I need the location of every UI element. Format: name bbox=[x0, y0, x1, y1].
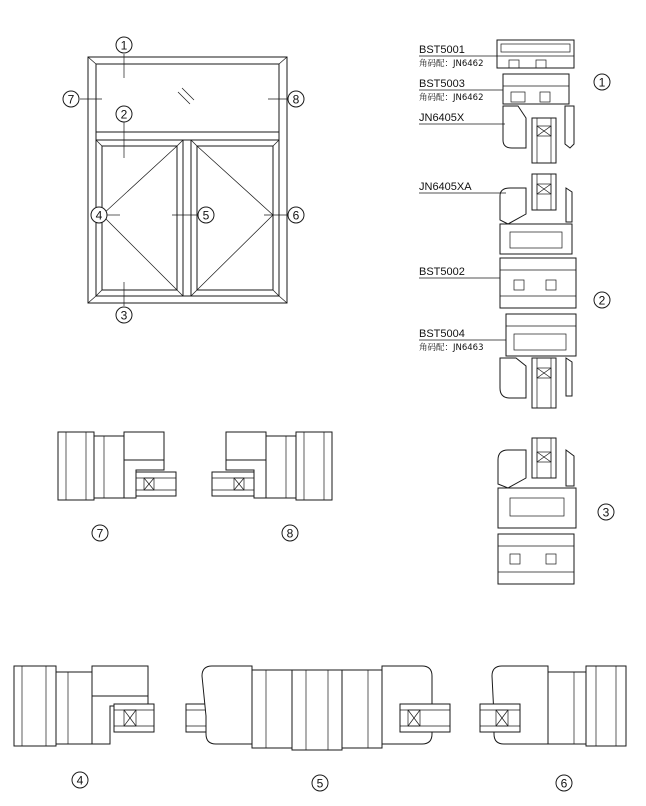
left-sash bbox=[96, 140, 183, 296]
marker-7 bbox=[63, 91, 79, 107]
svg-text:角码配：JN6462: 角码配：JN6462 bbox=[419, 93, 484, 103]
section-6 bbox=[480, 666, 626, 791]
mullion bbox=[183, 140, 191, 296]
svg-text:BST5001: BST5001 bbox=[419, 44, 465, 56]
marker-2 bbox=[116, 106, 132, 122]
svg-text:BST5004: BST5004 bbox=[419, 328, 465, 340]
svg-text:BST5003: BST5003 bbox=[419, 78, 465, 90]
svg-text:8: 8 bbox=[286, 526, 294, 541]
svg-text:4: 4 bbox=[95, 208, 103, 223]
svg-text:1: 1 bbox=[598, 75, 606, 90]
svg-text:8: 8 bbox=[292, 92, 300, 107]
svg-text:5: 5 bbox=[316, 776, 324, 791]
section-1 bbox=[419, 40, 610, 163]
section-7 bbox=[58, 432, 176, 541]
marker-3 bbox=[116, 307, 132, 323]
svg-text:7: 7 bbox=[67, 92, 75, 107]
window-elevation bbox=[63, 37, 304, 323]
marker-5 bbox=[198, 207, 214, 223]
svg-text:JN6405XA: JN6405XA bbox=[419, 181, 472, 193]
section-5 bbox=[186, 666, 450, 791]
transom bbox=[96, 132, 279, 140]
section-2 bbox=[419, 174, 610, 408]
marker-6 bbox=[288, 207, 304, 223]
svg-text:角码配：JN6462: 角码配：JN6462 bbox=[419, 59, 484, 69]
svg-text:3: 3 bbox=[120, 308, 128, 323]
svg-text:角码配：JN6463: 角码配：JN6463 bbox=[419, 343, 484, 353]
svg-text:3: 3 bbox=[602, 505, 610, 520]
svg-text:2: 2 bbox=[120, 107, 128, 122]
marker-1 bbox=[116, 37, 132, 53]
svg-text:BST5002: BST5002 bbox=[419, 266, 465, 278]
section-8 bbox=[212, 432, 332, 541]
svg-text:2: 2 bbox=[598, 293, 606, 308]
svg-text:4: 4 bbox=[76, 773, 84, 788]
svg-text:7: 7 bbox=[96, 526, 104, 541]
svg-text:5: 5 bbox=[202, 208, 210, 223]
svg-text:1: 1 bbox=[120, 38, 128, 53]
section-4 bbox=[14, 666, 154, 788]
section-3 bbox=[498, 438, 614, 584]
inner-frame bbox=[96, 64, 279, 296]
svg-text:JN6405X: JN6405X bbox=[419, 112, 465, 124]
marker-8 bbox=[288, 91, 304, 107]
marker-4 bbox=[91, 207, 107, 223]
svg-text:6: 6 bbox=[292, 208, 300, 223]
svg-text:6: 6 bbox=[560, 776, 568, 791]
